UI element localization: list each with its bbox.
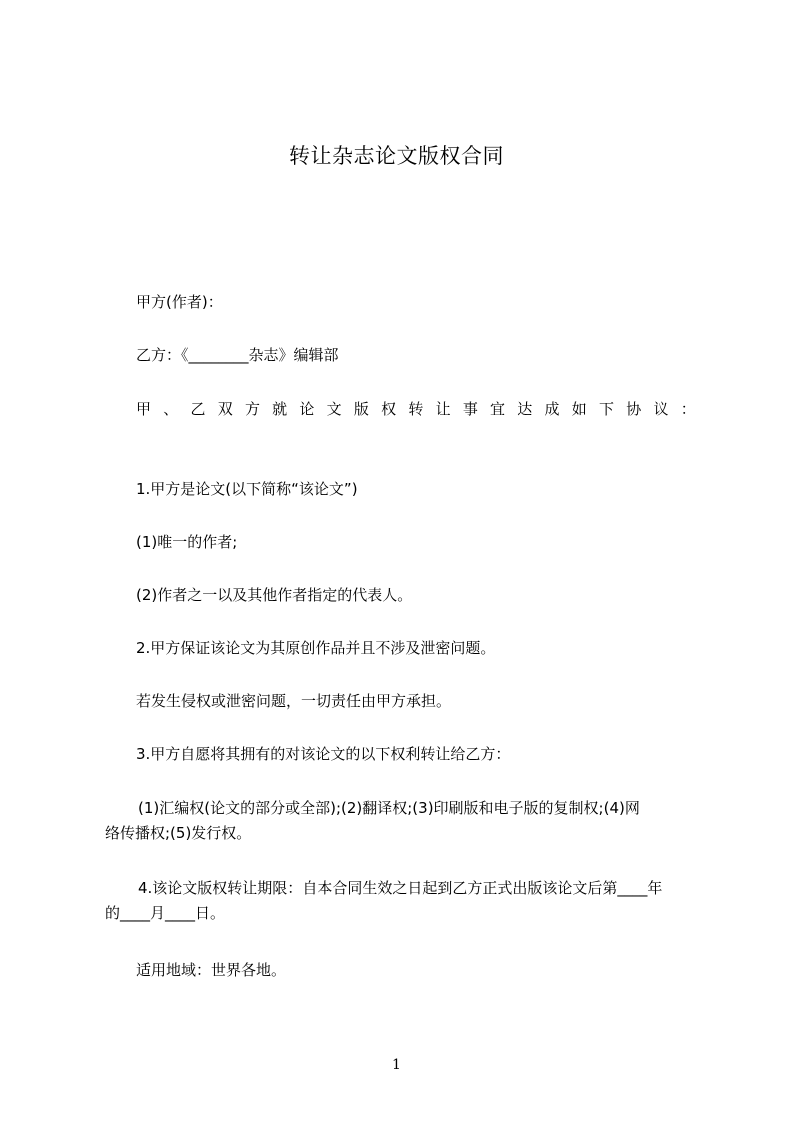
agreement-intro [136,398,696,420]
agreement-intro-char: 如 [571,400,587,418]
term-paragraph [105,876,701,926]
agreement-intro-char: 双 [217,400,233,418]
agreement-intro-char: 议 [653,400,669,418]
page-number: 1 [392,1057,401,1073]
term-line-1: 4.该论文版权转让期限：自本合同生效之日起到乙方正式出版该论文后第____年 [138,879,663,897]
term-line-2: 的____月____日。 [105,904,226,922]
agreement-intro-char: 甲 [136,400,152,418]
agreement-intro-char: 事 [462,400,478,418]
clause-1: 1.甲方是论文(以下简称“该论文”) [136,480,358,498]
agreement-intro-char: 转 [408,400,424,418]
agreement-intro-char: 成 [544,400,560,418]
agreement-intro-char: ： [680,400,696,418]
clause-1-option-1: (1)唯一的作者; [136,533,238,551]
clause-2-liability: 若发生侵权或泄密问题，一切责任由甲方承担。 [136,692,452,710]
agreement-intro-char: 、 [163,400,179,418]
rights-line-1: (1)汇编权(论文的部分或全部);(2)翻译权;(3)印刷版和电子版的复制权;(4)网 [138,799,640,817]
document-title: 转让杂志论文版权合同 [289,144,504,168]
party-a-line: 甲方(作者)： [136,293,223,311]
agreement-intro-char: 权 [381,400,397,418]
rights-paragraph [105,796,701,846]
rights-line-2: 络传播权;(5)发行权。 [105,824,252,842]
agreement-intro-char: 论 [299,400,315,418]
agreement-intro-char: 版 [353,400,369,418]
agreement-intro-char: 下 [598,400,614,418]
agreement-intro-char: 达 [517,400,533,418]
clause-1-option-2: (2)作者之一以及其他作者指定的代表人。 [136,586,413,604]
agreement-intro-char: 协 [626,400,642,418]
clause-3: 3.甲方自愿将其拥有的对该论文的以下权利转让给乙方： [136,745,511,763]
clause-2: 2.甲方保证该论文为其原创作品并且不涉及泄密问题。 [136,639,496,657]
agreement-intro-char: 就 [272,400,288,418]
region-line: 适用地域：世界各地。 [136,961,287,979]
agreement-intro-char: 让 [435,400,451,418]
agreement-intro-char: 乙 [190,400,206,418]
agreement-intro-char: 文 [326,400,342,418]
agreement-intro-char: 宜 [490,400,506,418]
agreement-intro-char: 方 [244,400,260,418]
party-b-line: 乙方：《________杂志》编辑部 [136,346,339,364]
